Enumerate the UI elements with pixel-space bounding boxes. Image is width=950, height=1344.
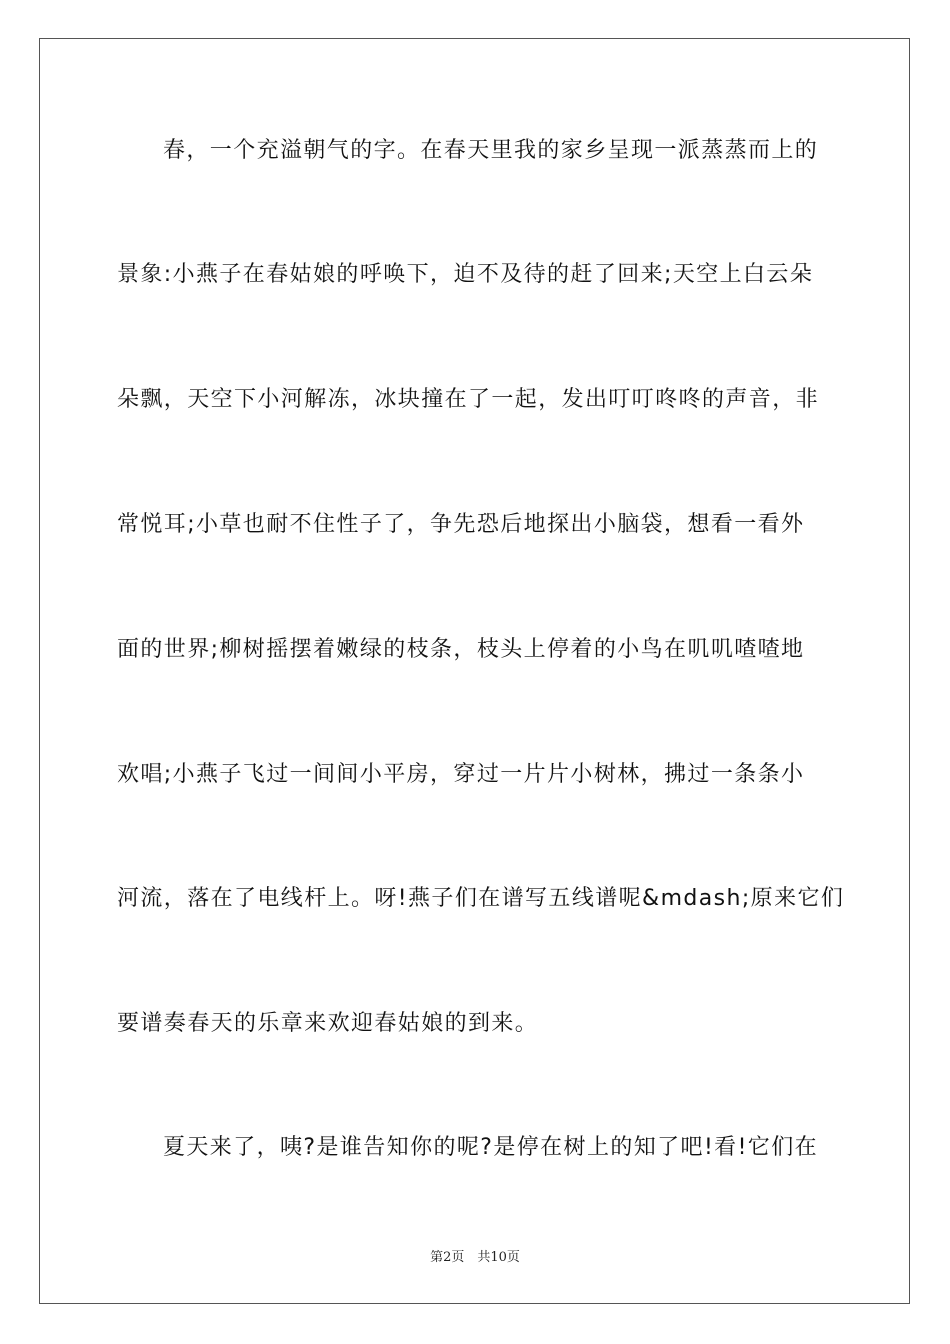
paragraph-line: 春，一个充溢朝气的字。在春天里我的家乡呈现一派蒸蒸而上的	[163, 138, 819, 163]
paragraph-line: 河流，落在了电线杆上。呀!燕子们在谱写五线谱呢&mdash;原来它们	[117, 886, 845, 911]
page-frame	[39, 38, 910, 1304]
paragraph-line: 朵飘，天空下小河解冻，冰块撞在了一起，发出叮叮咚咚的声音，非	[117, 387, 820, 412]
page-number-footer: 第2页 共10页	[430, 1250, 520, 1265]
paragraph-line: 要谱奏春天的乐章来欢迎春姑娘的到来。	[117, 1011, 539, 1036]
paragraph-line: 欢唱;小燕子飞过一间间小平房，穿过一片片小树林，拂过一条条小	[117, 762, 805, 787]
paragraph-line: 面的世界;柳树摇摆着嫩绿的枝条，枝头上停着的小鸟在叽叽喳喳地	[117, 637, 805, 662]
paragraph-line: 常悦耳;小草也耐不住性子了，争先恐后地探出小脑袋，想看一看外	[117, 512, 805, 537]
paragraph-line: 夏天来了，咦?是谁告知你的呢?是停在树上的知了吧!看!它们在	[163, 1135, 818, 1160]
paragraph-line: 景象:小燕子在春姑娘的呼唤下，迫不及待的赶了回来;天空上白云朵	[117, 262, 814, 287]
